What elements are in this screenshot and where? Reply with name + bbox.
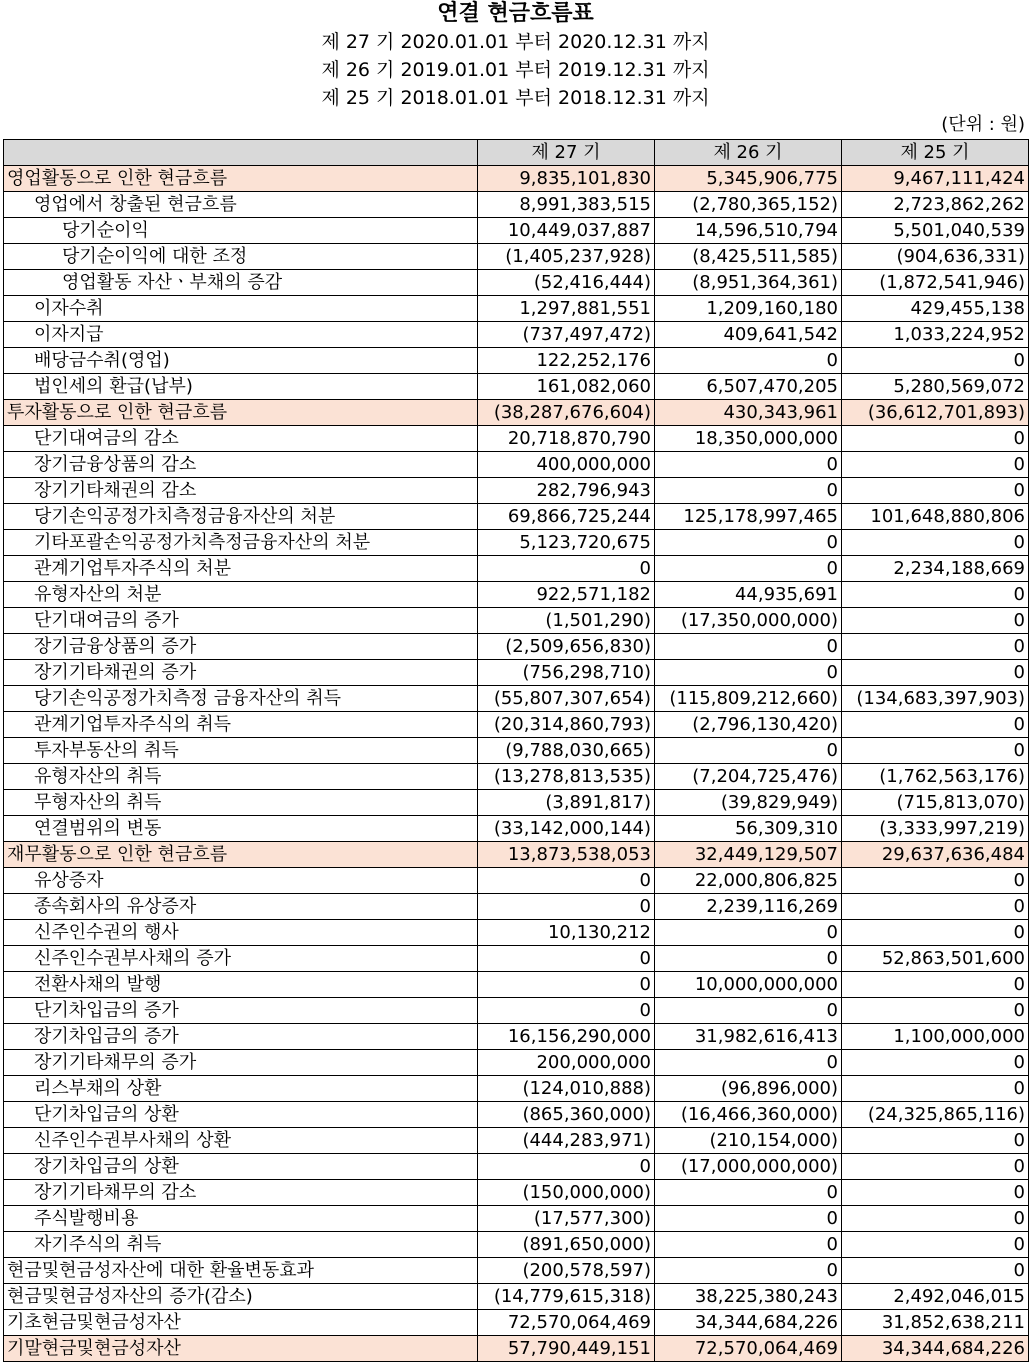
row-value: 9,467,111,424 [842,166,1029,192]
table-row [4,1284,1029,1310]
row-value: 0 [655,348,842,374]
row-value: 72,570,064,469 [478,1310,655,1336]
row-value: 0 [655,478,842,504]
row-label: 관계기업투자주식의 취득 [4,712,478,738]
table-row [4,270,1029,296]
row-value: 0 [478,556,655,582]
row-label: 유형자산의 처분 [4,582,478,608]
row-value: (17,000,000,000) [655,1154,842,1180]
row-value: 20,718,870,790 [478,426,655,452]
row-value: (9,788,030,665) [478,738,655,764]
row-value: (134,683,397,903) [842,686,1029,712]
row-value: 22,000,806,825 [655,868,842,894]
table-row [4,556,1029,582]
row-value: 0 [842,920,1029,946]
table-row [4,998,1029,1024]
column-header-period-25: 제 25 기 [842,140,1029,166]
row-value: 2,239,116,269 [655,894,842,920]
row-value: 0 [478,998,655,1024]
table-row-section [4,400,1029,426]
table-row [4,816,1029,842]
row-value: (1,872,541,946) [842,270,1029,296]
row-value: 1,209,160,180 [655,296,842,322]
cash-flow-table [3,139,1029,1362]
row-label: 유상증자 [4,868,478,894]
row-value: (904,636,331) [842,244,1029,270]
row-value: 69,866,725,244 [478,504,655,530]
row-value: (38,287,676,604) [478,400,655,426]
row-value: 0 [842,1128,1029,1154]
row-value: 29,637,636,484 [842,842,1029,868]
row-value: 0 [842,738,1029,764]
table-row [4,192,1029,218]
row-value: 5,123,720,675 [478,530,655,556]
row-value: 32,449,129,507 [655,842,842,868]
row-label: 리스부채의 상환 [4,1076,478,1102]
table-row [4,478,1029,504]
row-value: 0 [842,530,1029,556]
table-row [4,972,1029,998]
row-label: 당기손익공정가치측정 금융자산의 취득 [4,686,478,712]
row-value: 0 [842,1258,1029,1284]
row-label: 신주인수권부사채의 증가 [4,946,478,972]
row-value: (1,762,563,176) [842,764,1029,790]
row-value: 2,723,862,262 [842,192,1029,218]
row-label: 신주인수권부사채의 상환 [4,1128,478,1154]
row-label: 배당금수취(영업) [4,348,478,374]
row-value: (124,010,888) [478,1076,655,1102]
row-value: 56,309,310 [655,816,842,842]
table-row-section [4,842,1029,868]
row-value: 0 [655,1050,842,1076]
row-value: 0 [842,1180,1029,1206]
table-row-section [4,166,1029,192]
row-value: 0 [842,660,1029,686]
row-label: 기말현금및현금성자산 [4,1336,478,1362]
table-row [4,218,1029,244]
row-value: 161,082,060 [478,374,655,400]
row-value: (20,314,860,793) [478,712,655,738]
row-label: 장기기타채권의 감소 [4,478,478,504]
row-value: 0 [842,1076,1029,1102]
table-row [4,1102,1029,1128]
row-label: 장기금융상품의 감소 [4,452,478,478]
table-row [4,244,1029,270]
period-line: 제 27 기 2020.01.01 부터 2020.12.31 까지 [321,31,710,53]
row-value: (115,809,212,660) [655,686,842,712]
row-value: 5,280,569,072 [842,374,1029,400]
row-value: 8,991,383,515 [478,192,655,218]
row-value: (210,154,000) [655,1128,842,1154]
row-value: 0 [655,1206,842,1232]
row-value: 400,000,000 [478,452,655,478]
row-label: 연결범위의 변동 [4,816,478,842]
row-value: 34,344,684,226 [655,1310,842,1336]
table-row [4,712,1029,738]
column-header-period-27: 제 27 기 [478,140,655,166]
row-value: 5,345,906,775 [655,166,842,192]
row-value: (865,360,000) [478,1102,655,1128]
row-label: 투자활동으로 인한 현금흐름 [4,400,478,426]
row-label: 당기손익공정가치측정금융자산의 처분 [4,504,478,530]
row-value: 0 [655,998,842,1024]
table-row [4,582,1029,608]
row-value: 0 [842,1154,1029,1180]
row-value: 0 [842,582,1029,608]
table-row [4,764,1029,790]
row-value: 0 [655,452,842,478]
table-row [4,1310,1029,1336]
row-value: 18,350,000,000 [655,426,842,452]
row-label: 법인세의 환급(납부) [4,374,478,400]
row-value: (715,813,070) [842,790,1029,816]
table-row [4,868,1029,894]
row-value: 125,178,997,465 [655,504,842,530]
row-value: 34,344,684,226 [842,1336,1029,1362]
row-value: (33,142,000,144) [478,816,655,842]
row-value: 0 [655,1232,842,1258]
table-row [4,348,1029,374]
table-row [4,946,1029,972]
row-value: (52,416,444) [478,270,655,296]
table-row [4,686,1029,712]
row-label: 투자부동산의 취득 [4,738,478,764]
table-row [4,1206,1029,1232]
row-value: 2,492,046,015 [842,1284,1029,1310]
row-label: 신주인수권의 행사 [4,920,478,946]
row-label: 기타포괄손익공정가치측정금융자산의 처분 [4,530,478,556]
row-label: 이자수취 [4,296,478,322]
row-value: 57,790,449,151 [478,1336,655,1362]
row-value: (36,612,701,893) [842,400,1029,426]
table-row [4,1180,1029,1206]
row-label: 현금및현금성자산에 대한 환율변동효과 [4,1258,478,1284]
row-value: (891,650,000) [478,1232,655,1258]
row-value: (8,951,364,361) [655,270,842,296]
table-row [4,790,1029,816]
row-value: 0 [655,920,842,946]
row-value: (16,466,360,000) [655,1102,842,1128]
table-row [4,738,1029,764]
row-label: 종속회사의 유상증자 [4,894,478,920]
row-value: 0 [842,608,1029,634]
row-label: 장기차입금의 증가 [4,1024,478,1050]
row-value: 0 [842,712,1029,738]
row-value: 922,571,182 [478,582,655,608]
row-value: 2,234,188,669 [842,556,1029,582]
row-label: 장기기타채권의 증가 [4,660,478,686]
table-header-row [4,140,1029,166]
row-label: 기초현금및현금성자산 [4,1310,478,1336]
row-value: 0 [478,868,655,894]
table-row [4,1232,1029,1258]
statement-title: 연결 현금흐름표 [437,1,594,26]
table-row [4,530,1029,556]
row-value: (13,278,813,535) [478,764,655,790]
row-value: 0 [478,1154,655,1180]
row-value: 200,000,000 [478,1050,655,1076]
row-value: 0 [478,972,655,998]
row-label: 단기대여금의 감소 [4,426,478,452]
row-value: 9,835,101,830 [478,166,655,192]
row-label: 이자지급 [4,322,478,348]
table-body [4,166,1029,1362]
row-value: (14,779,615,318) [478,1284,655,1310]
table-row [4,426,1029,452]
period-line: 제 25 기 2018.01.01 부터 2018.12.31 까지 [321,87,710,109]
row-label: 관계기업투자주식의 처분 [4,556,478,582]
row-value: 101,648,880,806 [842,504,1029,530]
row-value: (2,509,656,830) [478,634,655,660]
row-value: 6,507,470,205 [655,374,842,400]
row-label: 장기차입금의 상환 [4,1154,478,1180]
row-value: 0 [655,530,842,556]
row-label: 영업활동으로 인한 현금흐름 [4,166,478,192]
row-value: 0 [655,1258,842,1284]
row-value: 429,455,138 [842,296,1029,322]
period-line: 제 26 기 2019.01.01 부터 2019.12.31 까지 [321,59,710,81]
row-label: 유형자산의 취득 [4,764,478,790]
row-label: 무형자산의 취득 [4,790,478,816]
row-value: 13,873,538,053 [478,842,655,868]
table-row [4,1076,1029,1102]
row-label: 단기차입금의 상환 [4,1102,478,1128]
row-value: (55,807,307,654) [478,686,655,712]
table-row [4,660,1029,686]
column-header-label [4,140,478,166]
row-label: 장기금융상품의 증가 [4,634,478,660]
row-value: 0 [842,1206,1029,1232]
column-header-period-26: 제 26 기 [655,140,842,166]
table-row [4,634,1029,660]
row-value: 0 [842,478,1029,504]
row-value: 5,501,040,539 [842,218,1029,244]
row-label: 단기차입금의 증가 [4,998,478,1024]
row-value: 1,297,881,551 [478,296,655,322]
row-value: 0 [842,348,1029,374]
row-label: 영업에서 창출된 현금흐름 [4,192,478,218]
row-value: 0 [842,1050,1029,1076]
row-value: 0 [655,738,842,764]
row-label: 당기순이익 [4,218,478,244]
row-value: 282,796,943 [478,478,655,504]
row-value: (150,000,000) [478,1180,655,1206]
table-row [4,322,1029,348]
row-value: 0 [478,894,655,920]
row-label: 당기순이익에 대한 조정 [4,244,478,270]
row-value: 31,982,616,413 [655,1024,842,1050]
row-value: 0 [842,426,1029,452]
row-value: 0 [655,660,842,686]
row-value: 409,641,542 [655,322,842,348]
row-value: (737,497,472) [478,322,655,348]
row-value: 10,000,000,000 [655,972,842,998]
table-row [4,1128,1029,1154]
table-row [4,608,1029,634]
row-value: 38,225,380,243 [655,1284,842,1310]
table-row [4,374,1029,400]
row-label: 단기대여금의 증가 [4,608,478,634]
table-row [4,894,1029,920]
row-label: 재무활동으로 인한 현금흐름 [4,842,478,868]
table-row [4,1050,1029,1076]
table-row [4,452,1029,478]
row-value: (96,896,000) [655,1076,842,1102]
row-value: 16,156,290,000 [478,1024,655,1050]
row-value: 0 [842,452,1029,478]
row-value: (756,298,710) [478,660,655,686]
row-label: 전환사채의 발행 [4,972,478,998]
row-value: 31,852,638,211 [842,1310,1029,1336]
row-value: (7,204,725,476) [655,764,842,790]
row-value: (1,405,237,928) [478,244,655,270]
row-value: 0 [842,894,1029,920]
row-value: 0 [842,998,1029,1024]
table-row [4,920,1029,946]
row-value: (3,333,997,219) [842,816,1029,842]
row-value: (200,578,597) [478,1258,655,1284]
row-value: 14,596,510,794 [655,218,842,244]
table-row [4,296,1029,322]
row-value: 0 [478,946,655,972]
row-value: 0 [842,1232,1029,1258]
row-label: 현금및현금성자산의 증가(감소) [4,1284,478,1310]
row-value: 72,570,064,469 [655,1336,842,1362]
row-value: (8,425,511,585) [655,244,842,270]
statement-header [0,0,1031,138]
row-label: 자기주식의 취득 [4,1232,478,1258]
table-row [4,1258,1029,1284]
row-label: 장기기타채무의 감소 [4,1180,478,1206]
row-value: (2,796,130,420) [655,712,842,738]
table-row [4,1154,1029,1180]
row-value: 52,863,501,600 [842,946,1029,972]
row-label: 영업활동 자산ㆍ부채의 증감 [4,270,478,296]
row-value: 0 [842,972,1029,998]
row-value: (3,891,817) [478,790,655,816]
row-value: 10,449,037,887 [478,218,655,244]
table-row [4,1024,1029,1050]
table-row [4,504,1029,530]
row-value: 122,252,176 [478,348,655,374]
table-row-section [4,1336,1029,1362]
row-value: (1,501,290) [478,608,655,634]
row-value: (17,350,000,000) [655,608,842,634]
row-value: (24,325,865,116) [842,1102,1029,1128]
row-value: 0 [655,634,842,660]
row-value: 0 [655,946,842,972]
row-value: 430,343,961 [655,400,842,426]
row-value: 1,100,000,000 [842,1024,1029,1050]
row-value: 44,935,691 [655,582,842,608]
row-label: 장기기타채무의 증가 [4,1050,478,1076]
row-value: 0 [842,868,1029,894]
unit-note: (단위 : 원) [941,114,1025,135]
row-value: 10,130,212 [478,920,655,946]
row-value: 0 [842,634,1029,660]
row-value: (2,780,365,152) [655,192,842,218]
row-value: 0 [655,556,842,582]
row-label: 주식발행비용 [4,1206,478,1232]
row-value: (444,283,971) [478,1128,655,1154]
row-value: (39,829,949) [655,790,842,816]
row-value: 0 [655,1180,842,1206]
row-value: (17,577,300) [478,1206,655,1232]
row-value: 1,033,224,952 [842,322,1029,348]
